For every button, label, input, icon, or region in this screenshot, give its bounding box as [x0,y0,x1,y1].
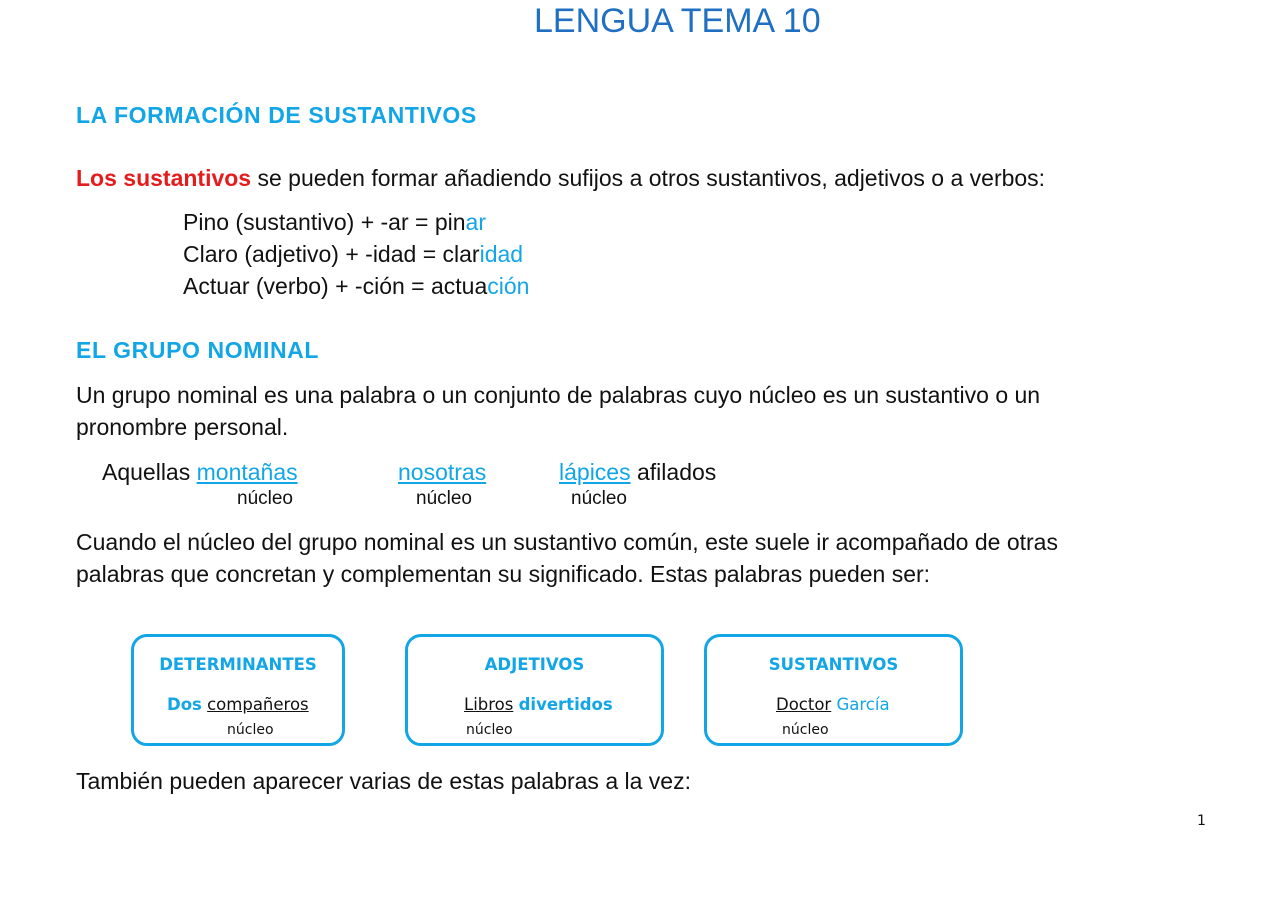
box-adjetivos [405,634,664,746]
box-nucleo-label: núcleo [466,722,513,738]
box-example-second: compañeros [207,695,309,714]
explanation-line-2: palabras que concretan y complementan su significado. Estas palabras pueden ser: [76,561,931,587]
explanation-line-1: Cuando el núcleo del grupo nominal es un sustantivo común, este suele ir acompañado de otras [76,529,1058,555]
intro-paragraph [76,162,1045,194]
box-example [167,695,309,714]
nucleo-label: núcleo [237,488,293,509]
box-sustantivos [704,634,963,746]
box-example-first: Doctor [776,695,832,714]
box-title: SUSTANTIVOS [768,655,899,674]
closing-line: También pueden aparecer varias de estas palabras a la vez: [76,768,691,794]
example-base: Pino (sustantivo) + -ar = pin [183,209,466,235]
example-line [183,206,486,238]
example-line [183,270,529,302]
intro-rest: se pueden formar añadiendo sufijos a otros sustantivos, adjetivos o a verbos: [251,165,1046,191]
example-link-montanas[interactable]: montañas [196,459,298,485]
example-link-lapices[interactable]: lápices [559,459,631,485]
intro-bold-term: Los sustantivos [76,165,252,191]
nominal-example-3 [559,456,716,488]
nominal-example-2 [398,456,486,488]
box-nucleo-label: núcleo [227,722,274,738]
box-nucleo-label: núcleo [782,722,829,738]
page-number: 1 [1197,813,1206,829]
page-title: LENGUA TEMA 10 [534,2,821,40]
example-suffix: ción [487,273,530,299]
nucleo-label: núcleo [571,488,627,509]
definition-line-1: Un grupo nominal es una palabra o un conjunto de palabras cuyo núcleo es un sustantivo o un [76,382,1041,408]
box-example [776,695,890,714]
example-suffix-text: afilados [630,459,717,485]
box-determinantes [131,634,345,746]
section-heading-grupo-nominal: EL GRUPO NOMINAL [76,337,320,363]
example-line [183,238,523,270]
example-base: Actuar (verbo) + -ción = actua [183,273,488,299]
example-suffix: idad [479,241,524,267]
box-title: ADJETIVOS [484,655,585,674]
section-heading-formacion: LA FORMACIÓN DE SUSTANTIVOS [76,102,477,128]
box-example-second: divertidos [518,695,613,714]
box-example-first: Libros [464,695,514,714]
example-link-nosotras[interactable]: nosotras [398,459,487,485]
nominal-example-1 [102,456,298,488]
box-example-second: García [836,695,890,714]
box-title: DETERMINANTES [159,655,317,674]
box-example [464,695,613,714]
nucleo-label: núcleo [416,488,472,509]
example-suffix: ar [465,209,486,235]
example-prefix: Aquellas [102,459,197,485]
box-example-first: Dos [167,695,202,714]
definition-line-2: pronombre personal. [76,414,289,440]
example-base: Claro (adjetivo) + -idad = clar [183,241,480,267]
